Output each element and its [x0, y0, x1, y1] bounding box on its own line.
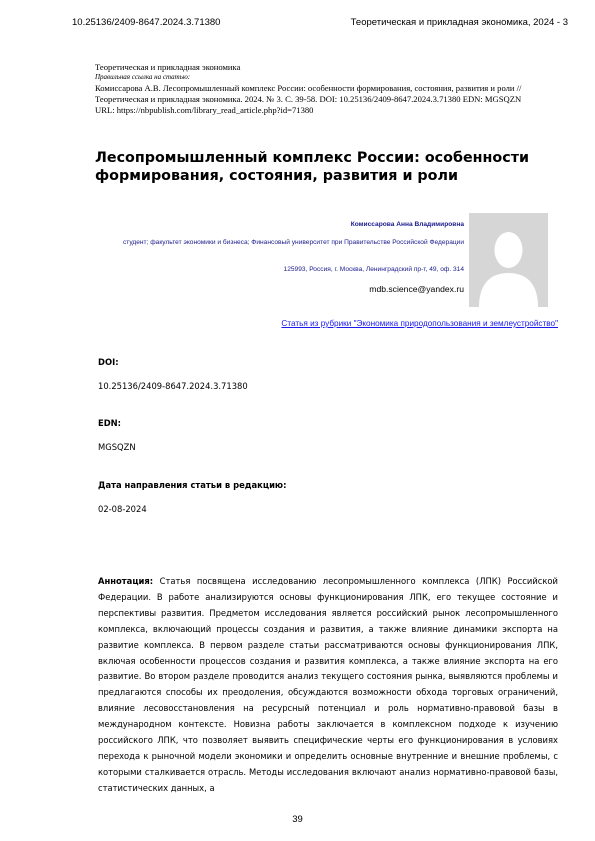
rubric-link[interactable]: Статья из рубрики "Экономика природопользования и землеустройство" [281, 319, 558, 328]
author-name: Комиссарова Анна Владимировна [350, 221, 464, 228]
page-number: 39 [292, 814, 303, 825]
citation-text[interactable]: Комиссарова А.В. Лесопромышленный комплекс России: особенности формирования, состояния, развития и роли // Теоретическая и прикладная экономика. 2024. № 3. С. 39-58. DOI: 10.25136/2409-8647.2024.3.71380 EDN: MGSQZN URL: https://nbpublish.com/library_read_article.php?id=71380 [95, 83, 522, 115]
doi-label: DOI: [98, 357, 119, 367]
author-address: 125993, Россия, г. Москва, Ленинградский пр-т, 49, оф. 314 [283, 266, 464, 273]
author-email[interactable]: mdb.science@yandex.ru [369, 284, 464, 294]
abstract-paragraph [98, 574, 558, 797]
avatar-silhouette-icon [469, 213, 548, 307]
citation-label: Правильная ссылка на статью: [95, 73, 191, 81]
author-photo-placeholder [469, 213, 548, 307]
article-title: Лесопромышленный комплекс России: особенности формирования, состояния, развития и роли [95, 150, 529, 184]
running-header-journal: Теоретическая и прикладная экономика, 2024 - 3 [350, 17, 568, 28]
citation-journal-name: Теоретическая и прикладная экономика [95, 62, 241, 72]
abstract-text: Статья посвящена исследованию лесопромышленного комплекса (ЛПК) Российской Федерации. В работе анализируются основы функционирования ЛПК, его текущее состояние и перспективы развития. Предметом исследования является российский рынок лесопромышленного комплекса, включающий процессы создания и развития, а также влияние динамики экспорта на развитие комплекса. В первом разделе статьи рассматриваются основы функционирования ЛПК, включая особенности процессов создания и развития комплекса, а также влияние экспорта на его развитие. Во втором разделе проводится анализ текущего состояния рынка, выявляются проблемы и предлагаются способы их преодоления, обсуждаются возможности обхода торговых ограничений, влияние лесовосстановления на ресурсный потенциал и роль нормативно-правовой базы в международном контексте. Новизна работы заключается в комплексном подходе к изучению российского ЛПК, что позволяет выявить специфические черты его функционирования в условиях перехода к рыночной модели экономики и определить основные внутренние и внешние проблемы, с которыми сталкивается отрасль. Методы исследования включают анализ нормативно-правовой базы, статистических данных, а [98, 576, 558, 793]
author-affiliation: студент; факультет экономики и бизнеса; Финансовый университет при Правительстве Российской Федерации [122, 239, 464, 246]
submission-date-value: 02-08-2024 [98, 504, 147, 514]
running-header-doi: 10.25136/2409-8647.2024.3.71380 [72, 17, 221, 28]
edn-label: EDN: [98, 418, 122, 428]
doi-value[interactable]: 10.25136/2409-8647.2024.3.71380 [98, 381, 248, 391]
abstract-label: Аннотация: [98, 576, 154, 586]
edn-value: MGSQZN [98, 442, 136, 452]
submission-date-label: Дата направления статьи в редакцию: [98, 480, 287, 490]
